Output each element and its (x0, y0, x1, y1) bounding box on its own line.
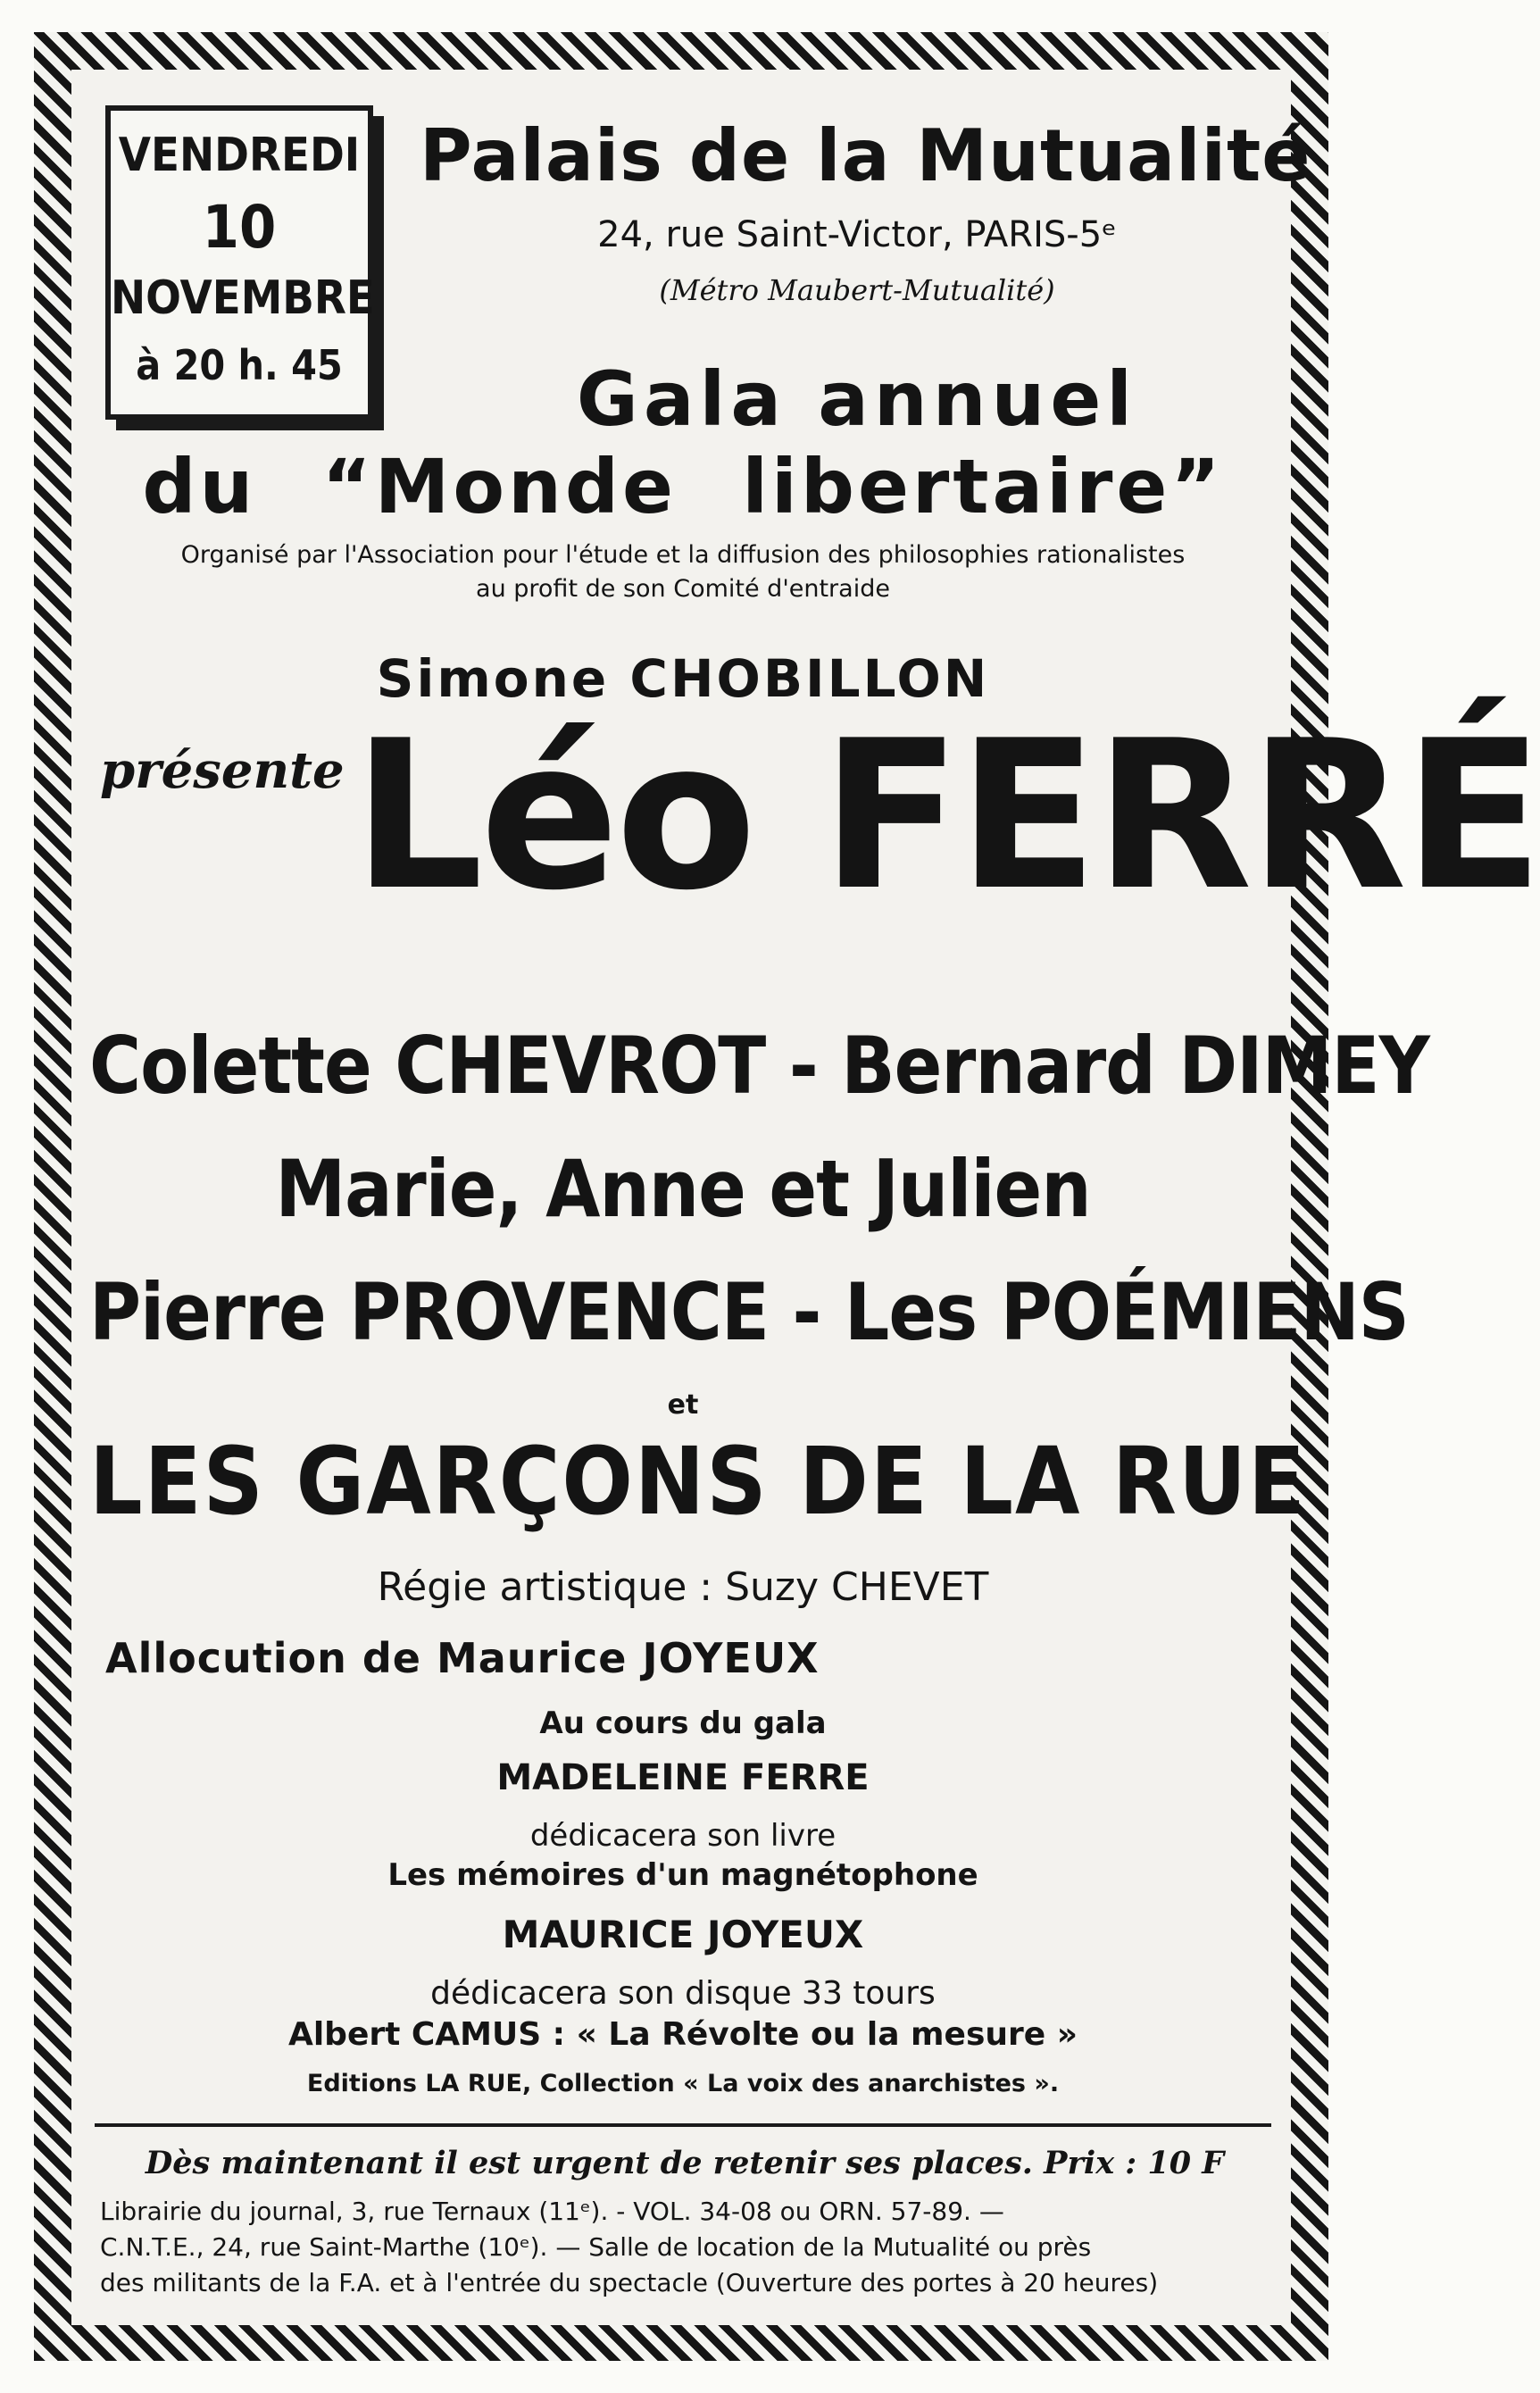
divider (95, 2123, 1271, 2127)
author-madeleine: MADELEINE FERRE (496, 1757, 870, 1798)
ticket-info-line3: des militants de la F.A. et à l'entrée du spectacle (Ouverture des portes à 20 heures) (100, 2268, 1159, 2297)
event-month: NOVEMBRE (111, 271, 375, 325)
presenter-name: Simone CHOBILLON (376, 648, 990, 709)
performers-line2: Marie, Anne et Julien (275, 1143, 1091, 1235)
venue-address: 24, rue Saint-Victor, PARIS-5ᵉ (597, 214, 1117, 255)
performers-and: et (667, 1389, 699, 1421)
editions: Editions LA RUE, Collection « La voix des anarchistes ». (306, 2070, 1060, 2097)
ticket-info-line1: Librairie du journal, 3, rue Ternaux (11ᵉ). - VOL. 34-08 ou ORN. 57-89. — (100, 2197, 1004, 2226)
book-title: Les mémoires d'un magnétophone (387, 1857, 978, 1893)
performers-line3: Pierre PROVENCE - Les POÉMIENS (89, 1266, 1409, 1358)
venue-name: Palais de la Mutualité (420, 114, 1311, 197)
gala-title-line2: du “Monde libertaire” (142, 443, 1224, 530)
gala-intro: Au cours du gala (539, 1705, 827, 1741)
organizer-line1: Organisé par l'Association pour l'étude et la diffusion des philosophies rationalistes (180, 541, 1186, 569)
artistic-direction: Régie artistique : Suzy CHEVET (377, 1564, 989, 1610)
organizer-line2: au profit de son Comité d'entraide (476, 575, 890, 603)
book-signing: dédicacera son livre (529, 1818, 837, 1854)
record-title: Albert CAMUS : « La Révolte ou la mesure » (287, 2016, 1078, 2053)
headliner-name: Léo FERRÉ (353, 697, 1540, 936)
performers-line1: Colette CHEVROT - Bernard DIMEY (89, 1020, 1429, 1112)
author-maurice: MAURICE JOYEUX (502, 1913, 864, 1956)
performers-line4: LES GARÇONS DE LA RUE (89, 1427, 1307, 1536)
ticket-info-line2: C.N.T.E., 24, rue Saint-Marthe (10ᵉ). — Salle de location de la Mutualité ou près (100, 2232, 1092, 2262)
gala-title-line1: Gala annuel (576, 355, 1138, 443)
ticket-notice: Dès maintenant il est urgent de retenir ses places. Prix : 10 F (145, 2145, 1225, 2181)
record-signing: dédicacera son disque 33 tours (430, 1975, 936, 2012)
event-date: 10 (202, 193, 277, 262)
presents-word: présente (100, 741, 345, 800)
event-day: VENDREDI (118, 129, 361, 182)
metro-station: (Métro Maubert-Mutualité) (659, 273, 1055, 307)
event-time: à 20 h. 45 (136, 341, 343, 389)
allocution: Allocution de Maurice JOYEUX (105, 1634, 820, 1682)
date-box (105, 105, 373, 420)
